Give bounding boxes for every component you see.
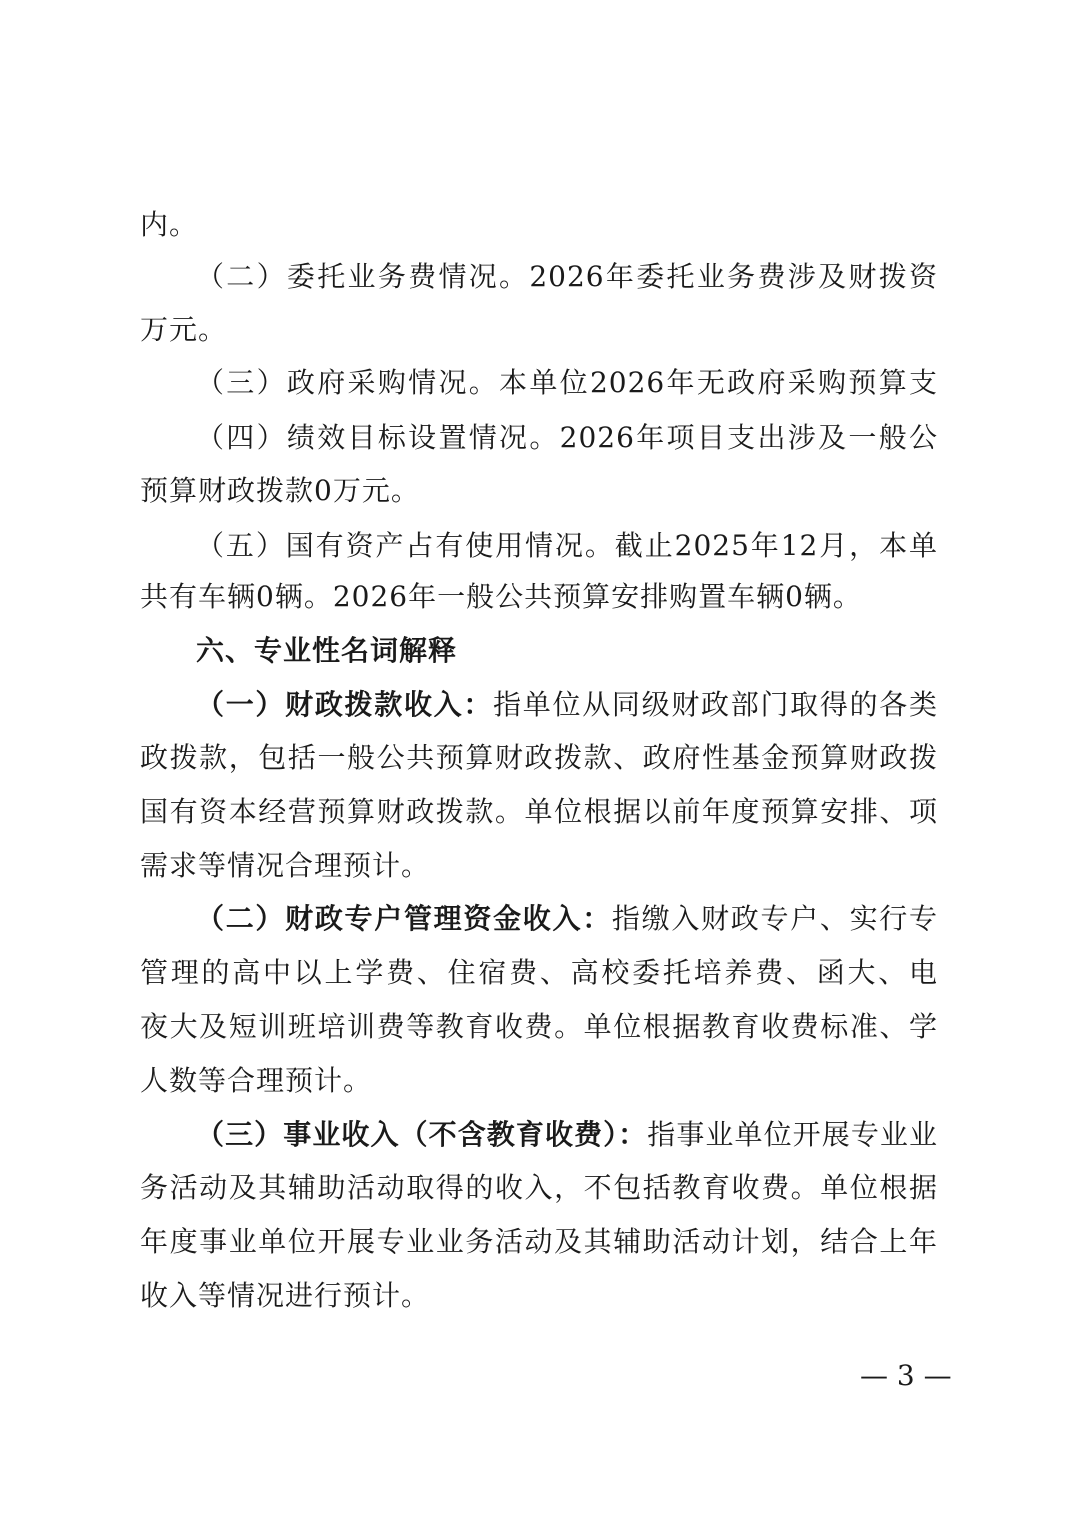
text-line [140, 420, 938, 456]
line-text: 内。 [140, 208, 199, 241]
line-text: 万元。 [140, 313, 228, 346]
line-text: （三）政府采购情况。本单位2026年无政府采购预算支 [196, 366, 938, 399]
text-line [140, 528, 938, 564]
text-line [140, 794, 938, 830]
text-line [140, 1009, 938, 1045]
text-line [140, 848, 938, 884]
text-line [140, 1170, 938, 1206]
text-line [140, 955, 938, 991]
line-text: 预算财政拨款0万元。 [140, 474, 420, 507]
text-line [140, 207, 938, 243]
term-heading: （三）事业收入（不含教育收费）： [196, 1118, 648, 1151]
text-line [140, 473, 938, 509]
line-text: 人数等合理预计。 [140, 1064, 373, 1097]
line-text: 年度事业单位开展专业业务活动及其辅助活动计划，结合上年 [140, 1225, 938, 1258]
term-heading: （一）财政拨款收入： [196, 688, 494, 721]
term-heading: （二）财政专户管理资金收入： [196, 902, 612, 935]
text-line [140, 1278, 938, 1314]
line-text: 指事业单位开展专业业 [647, 1118, 938, 1151]
page-number: — 3 — [860, 1359, 952, 1392]
text-line [140, 901, 938, 937]
line-text: （二）委托业务费情况。2026年委托业务费涉及财拨资 [196, 260, 938, 293]
line-text: 指单位从同级财政部门取得的各类 [493, 688, 938, 721]
line-text: 指缴入财政专户、实行专 [611, 902, 938, 935]
term-heading: 六、专业性名词解释 [196, 634, 458, 667]
line-text: 需求等情况合理预计。 [140, 849, 431, 882]
text-line [140, 687, 938, 723]
text-line [140, 259, 938, 295]
line-text: 管理的高中以上学费、住宿费、高校委托培养费、函大、电 [140, 956, 938, 989]
text-line [140, 579, 938, 615]
line-text: 共有车辆0辆。2026年一般公共预算安排购置车辆0辆。 [140, 580, 862, 613]
text-line [140, 1117, 938, 1153]
line-text: 政拨款，包括一般公共预算财政拨款、政府性基金预算财政拨 [140, 741, 938, 774]
line-text: 夜大及短训班培训费等教育收费。单位根据教育收费标准、学 [140, 1010, 938, 1043]
text-line [140, 740, 938, 776]
text-line [140, 365, 938, 401]
line-text: 国有资本经营预算财政拨款。单位根据以前年度预算安排、项 [140, 795, 938, 828]
line-text: 务活动及其辅助活动取得的收入，不包括教育收费。单位根据 [140, 1171, 938, 1204]
text-line [140, 1224, 938, 1260]
line-text: （五）国有资产占有使用情况。截止2025年12月，本单 [196, 529, 938, 562]
text-line [140, 312, 938, 348]
text-line [140, 1063, 938, 1099]
text-line [140, 633, 938, 669]
line-text: 收入等情况进行预计。 [140, 1279, 431, 1312]
line-text: （四）绩效目标设置情况。2026年项目支出涉及一般公 [196, 421, 938, 454]
